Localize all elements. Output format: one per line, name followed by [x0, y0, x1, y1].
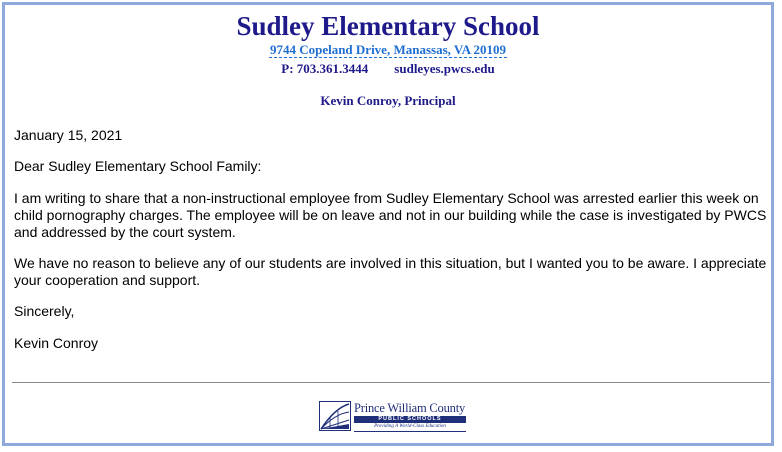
letter-signature: Kevin Conroy: [14, 335, 99, 351]
pwcs-emblem-icon: [319, 401, 351, 431]
letter-greeting: Dear Sudley Elementary School Family:: [14, 158, 262, 174]
letter-frame: [2, 2, 774, 446]
logo-tagline: Providing A World-Class Education: [374, 424, 446, 429]
phone-number: P: 703.361.3444: [281, 61, 369, 76]
logo-underline: [354, 431, 466, 432]
letter-date: January 15, 2021: [14, 127, 123, 143]
letter-paragraph-2: We have no reason to believe any of our students are involved in this situation, but I wanted you to be aware. I appreciate your cooperation and support.: [14, 255, 767, 288]
letterhead: [5, 11, 771, 108]
letter-closing: Sincerely,: [14, 303, 75, 319]
letter-body: [14, 127, 770, 352]
contact-line: [5, 60, 771, 77]
letter-paragraph-1: I am writing to share that a non-instructional employee from Sudley Elementary School was arrested earlier this week on child pornography charges. The employee will be on leave and not in our building while the case is investigated by PWCS and addressed by the court system.: [14, 190, 767, 240]
logo-subtitle: PUBLIC SCHOOLS: [354, 416, 466, 423]
school-name: Sudley Elementary School: [236, 11, 540, 41]
address-link[interactable]: 9744 Copeland Drive, Manassas, VA 20109: [269, 42, 507, 57]
website-link[interactable]: sudleyes.pwcs.edu: [394, 61, 495, 76]
logo-title: Prince William County: [354, 401, 466, 415]
pwcs-logo[interactable]: [319, 401, 467, 434]
principal-name: Kevin Conroy, Principal: [320, 93, 456, 108]
divider: [12, 382, 770, 383]
